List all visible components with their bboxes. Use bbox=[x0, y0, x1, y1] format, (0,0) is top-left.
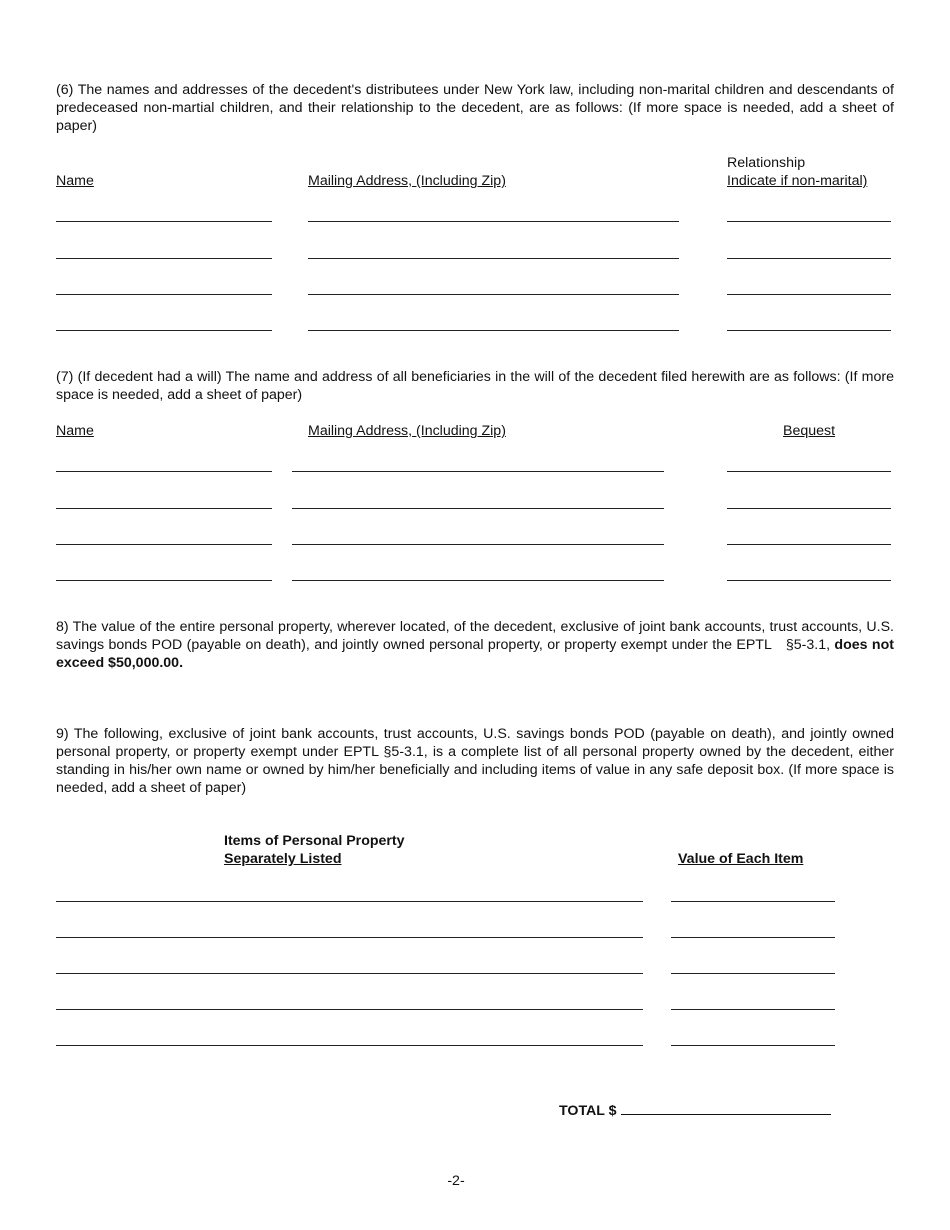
section-9-value-field[interactable] bbox=[671, 901, 835, 902]
section-7-bequest-field[interactable] bbox=[727, 508, 891, 509]
section-6-relationship-field[interactable] bbox=[727, 258, 891, 259]
section-6-name-field[interactable] bbox=[56, 294, 272, 295]
total-field[interactable] bbox=[621, 1100, 831, 1115]
total-row bbox=[559, 1100, 831, 1120]
section-7-name-field[interactable] bbox=[56, 544, 272, 545]
section-6-relationship-heading: Indicate if non-marital) bbox=[727, 173, 868, 189]
section-9-item-field[interactable] bbox=[56, 1009, 643, 1010]
section-6-address-field[interactable] bbox=[308, 221, 679, 222]
section-9-item-field[interactable] bbox=[56, 937, 643, 938]
section-9-value-field[interactable] bbox=[671, 1045, 835, 1046]
page-number: -2- bbox=[447, 1173, 465, 1189]
section-9-text: 9) The following, exclusive of joint bank accounts, trust accounts, U.S. savings bonds POD (payable on death), and jointly owned personal property, or property exempt under EPTL §5-3.1, is a complete list of all personal property owned by the decedent, either standing in his/her own name or owned by him/her beneficially and including items of value in any safe deposit box. (If more space is needed, add a sheet of paper) bbox=[56, 726, 894, 796]
section-6-name-field[interactable] bbox=[56, 330, 272, 331]
section-7-bequest-field[interactable] bbox=[727, 580, 891, 581]
section-7-address-field[interactable] bbox=[292, 471, 664, 472]
section-6-name-field[interactable] bbox=[56, 221, 272, 222]
section-7-bequest-heading: Bequest bbox=[783, 423, 836, 439]
section-7-name-field[interactable] bbox=[56, 508, 272, 509]
section-6-name-heading: Name bbox=[56, 173, 94, 189]
section-6-address-field[interactable] bbox=[308, 258, 679, 259]
section-6-address-field[interactable] bbox=[308, 330, 679, 331]
section-7-address-field[interactable] bbox=[292, 508, 664, 509]
section-7-address-heading: Mailing Address, (Including Zip) bbox=[308, 423, 506, 439]
section-6-address-field[interactable] bbox=[308, 294, 679, 295]
section-9-items-heading: Separately Listed bbox=[224, 851, 342, 867]
section-7-name-field[interactable] bbox=[56, 580, 272, 581]
section-9-item-field[interactable] bbox=[56, 1045, 643, 1046]
section-6-relationship-field[interactable] bbox=[727, 330, 891, 331]
section-6-relationship-heading-top: Relationship bbox=[727, 155, 806, 171]
section-7-address-field[interactable] bbox=[292, 580, 664, 581]
section-7-address-field[interactable] bbox=[292, 544, 664, 545]
section-8-limit-statement: does not exceed $50,000.00. bbox=[56, 637, 894, 671]
section-8-eptl-ref: §5-3.1, bbox=[785, 637, 831, 653]
section-8-text bbox=[56, 618, 894, 672]
section-6-name-field[interactable] bbox=[56, 258, 272, 259]
section-6-relationship-field[interactable] bbox=[727, 221, 891, 222]
section-7-name-heading: Name bbox=[56, 423, 94, 439]
section-9-value-heading: Value of Each Item bbox=[678, 851, 804, 867]
section-6-text: (6) The names and addresses of the decedent's distributees under New York law, including non-marital children and descendants of predeceased non-martial children, and their relationship to the decedent, are as follows: (If more space is needed, add a sheet of paper) bbox=[56, 82, 894, 134]
total-label: TOTAL $ bbox=[559, 1103, 617, 1119]
section-7-bequest-field[interactable] bbox=[727, 471, 891, 472]
section-6-address-heading: Mailing Address, (Including Zip) bbox=[308, 173, 506, 189]
section-7-name-field[interactable] bbox=[56, 471, 272, 472]
section-8-text-main: 8) The value of the entire personal property, wherever located, of the decedent, exclusive of joint bank accounts, trust accounts, U.S. savings bonds POD (payable on death), and jointly owned personal property, or property exempt under the EPTL bbox=[56, 619, 894, 653]
section-9-value-field[interactable] bbox=[671, 973, 835, 974]
section-9-item-field[interactable] bbox=[56, 973, 643, 974]
section-9-item-field[interactable] bbox=[56, 901, 643, 902]
section-9-value-field[interactable] bbox=[671, 937, 835, 938]
section-9-value-field[interactable] bbox=[671, 1009, 835, 1010]
section-7-bequest-field[interactable] bbox=[727, 544, 891, 545]
section-6-relationship-field[interactable] bbox=[727, 294, 891, 295]
section-7-text: (7) (If decedent had a will) The name and address of all beneficiaries in the will of the decedent filed herewith are as follows: (If more space is needed, add a sheet of paper) bbox=[56, 369, 894, 403]
section-9-items-heading-top: Items of Personal Property bbox=[224, 833, 405, 849]
